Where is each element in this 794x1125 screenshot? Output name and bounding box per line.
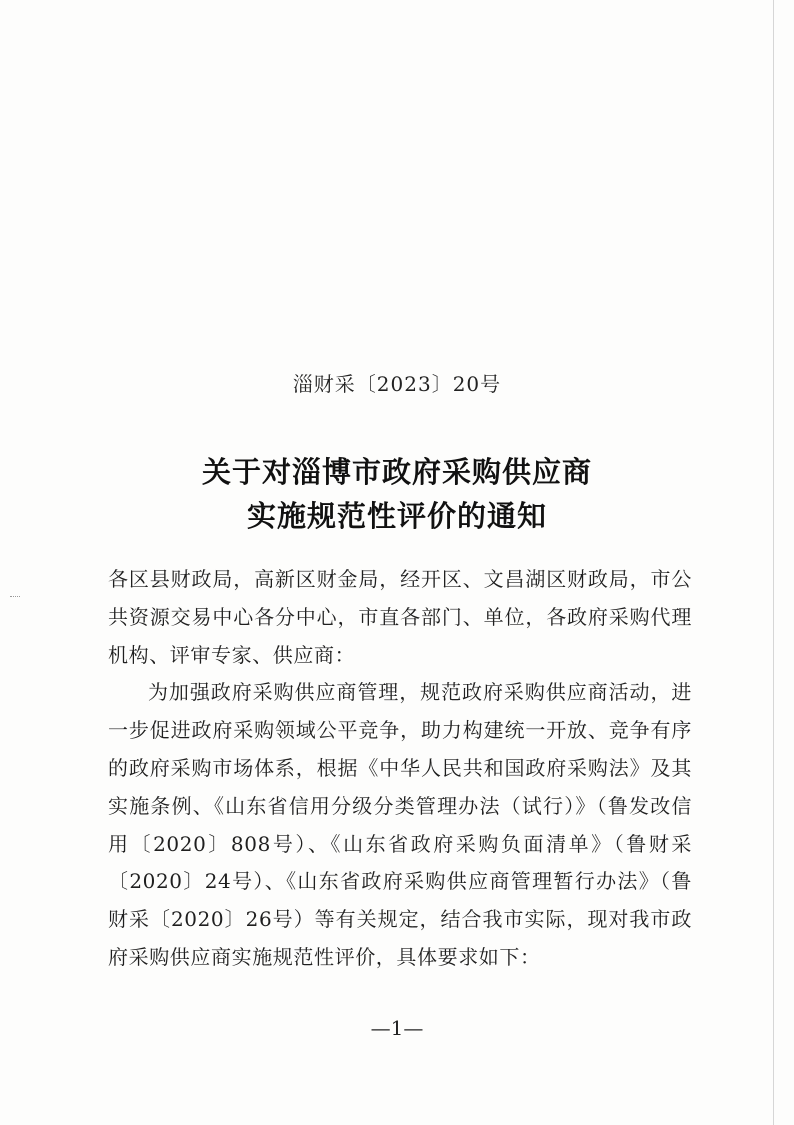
document-body [108, 561, 692, 977]
scan-edge-line [773, 0, 774, 1125]
title-line-1: 关于对淄博市政府采购供应商 [201, 455, 592, 489]
page-number-footer: —1— [370, 1016, 424, 1040]
title-line-2: 实施规范性评价的通知 [246, 499, 547, 533]
scan-speck-mark [10, 596, 20, 600]
document-number: 淄财采〔2023〕20号 [292, 372, 502, 396]
body-paragraph-1: 为加强政府采购供应商管理，规范政府采购供应商活动，进一步促进政府采购领域公平竞争，助力构建统一开放、竞争有序的政府采购市场体系，根据《中华人民共和国政府采购法》及其实施条例、《山东省信用分级分类管理办法（试行）》（鲁发改信用〔2020〕808号）、《山东省政府采购负面清单》（鲁财采〔2020〕24号）、《山东省政府采购供应商管理暂行办法》（鲁财采〔2020〕26号）等有关规定，结合我市实际，现对我市政府采购供应商实施规范性评价，具体要求如下： [108, 680, 692, 969]
addressee-paragraph: 各区县财政局，高新区财金局，经开区、文昌湖区财政局，市公共资源交易中心各分中心，市直各部门、单位，各政府采购代理机构、评审专家、供应商： [108, 567, 692, 667]
document-title [0, 450, 794, 538]
